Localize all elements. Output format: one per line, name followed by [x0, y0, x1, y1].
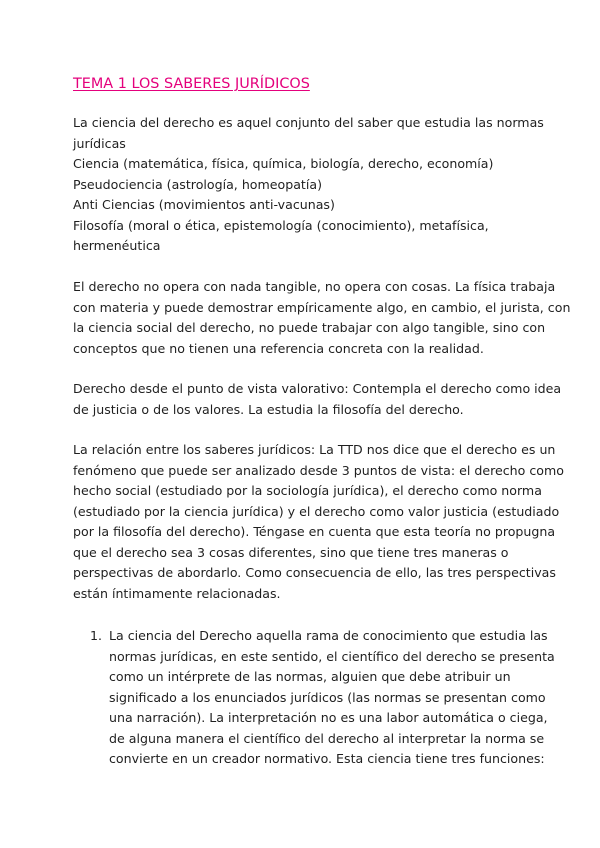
list-item-line: una narración). La interpretación no es una labor automática o ciega, [109, 710, 548, 725]
intro-block [73, 113, 543, 257]
paragraph-line: El derecho no opera con nada tangible, no opera con cosas. La física trabaja [73, 279, 556, 294]
paragraph-line: (estudiado por la ciencia jurídica) y el derecho como valor justicia (estudiado [73, 503, 560, 519]
paragraph-line: con materia y puede demostrar empíricamente algo, en cambio, el jurista, con [73, 299, 571, 315]
intro-line: Filosofía (moral o ética, epistemología (conocimiento), metafísica, [73, 217, 489, 233]
list-item-line: convierte en un creador normativo. Esta ciencia tiene tres funciones: [109, 751, 545, 766]
paragraph-line: perspectivas de abordarlo. Como consecuencia de ello, las tres perspectivas [73, 565, 556, 580]
paragraph-line: hecho social (estudiado por la sociología jurídica), el derecho como norma [73, 483, 542, 498]
intro-line: Pseudociencia (astrología, homeopatía) [73, 176, 323, 192]
list-item-line: La ciencia del Derecho aquella rama de conocimiento que estudia las [109, 628, 548, 643]
intro-line: jurídicas [73, 135, 126, 151]
list-item-line: como un intérprete de las normas, alguien que debe atribuir un [109, 669, 511, 684]
list-item-line: significado a los enunciados jurídicos (las normas se presentan como [109, 689, 546, 705]
paragraph-line: que el derecho sea 3 cosas diferentes, sino que tiene tres maneras o [73, 544, 509, 560]
paragraph-line: de justicia o de los valores. La estudia la filosofía del derecho. [73, 401, 464, 417]
paragraph-line: la ciencia social del derecho, no puede trabajar con algo tangible, sino con [73, 320, 546, 335]
paragraph-line: están íntimamente relacionadas. [73, 585, 281, 601]
list-item-line: normas jurídicas, en este sentido, el científico del derecho se presenta [109, 648, 555, 664]
list-item-number: 1. [90, 628, 103, 643]
intro-line: La ciencia del derecho es aquel conjunto del saber que estudia las normas [73, 115, 544, 130]
list-item [90, 626, 555, 770]
paragraph-tangible [73, 277, 571, 359]
paragraph-line: fenómeno que puede ser analizado desde 3 puntos de vista: el derecho como [73, 462, 564, 478]
numbered-list [90, 626, 555, 770]
intro-line: hermenéutica [73, 238, 161, 253]
paragraph-relacion [73, 440, 564, 604]
intro-line: Ciencia (matemática, física, química, biología, derecho, economía) [73, 156, 494, 171]
paragraph-line: La relación entre los saberes jurídicos: La TTD nos dice que el derecho es un [73, 442, 556, 457]
list-item-line: de alguna manera el científico del derecho al interpretar la norma se [109, 730, 545, 746]
paragraph-valorativo [73, 379, 562, 420]
paragraph-line: por la filosofía del derecho). Téngase en cuenta que esta teoría no propugna [73, 524, 556, 539]
page-title: TEMA 1 LOS SABERES JURÍDICOS [73, 76, 310, 92]
paragraph-line: conceptos que no tienen una referencia concreta con la realidad. [73, 340, 484, 356]
list-item-text [109, 626, 555, 770]
paragraph-line: Derecho desde el punto de vista valorativo: Contempla el derecho como idea [73, 381, 562, 396]
intro-line: Anti Ciencias (movimientos anti-vacunas) [73, 197, 335, 212]
